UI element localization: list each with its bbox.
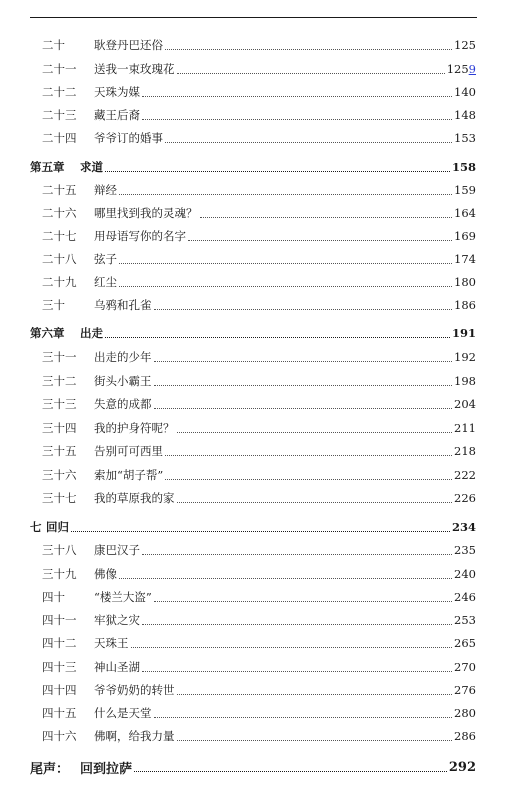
dot-leader <box>177 502 453 503</box>
dot-leader <box>154 309 453 310</box>
toc-title: 牢狱之灾 <box>94 613 140 627</box>
toc-page-number: 211 <box>454 421 476 435</box>
toc-number: 三十二 <box>42 374 77 388</box>
dot-leader <box>154 601 452 602</box>
toc-label <box>42 728 175 744</box>
toc-page-container <box>454 590 476 604</box>
toc-entry[interactable] <box>30 657 476 677</box>
toc-entry[interactable] <box>30 180 476 200</box>
toc-page-container <box>454 636 476 650</box>
toc-page-container <box>454 683 476 697</box>
toc-page-number: 191 <box>451 326 476 340</box>
toc-entry[interactable] <box>30 226 476 246</box>
toc-page-number: 153 <box>454 131 476 145</box>
toc-page-number: 253 <box>454 613 476 627</box>
toc-page-container <box>454 706 476 720</box>
toc-title: 告别可可西里 <box>94 444 163 458</box>
dot-leader <box>154 361 453 362</box>
toc-number: 四十四 <box>42 683 77 697</box>
toc-number: 二十三 <box>42 108 77 122</box>
dot-leader <box>165 142 452 143</box>
toc-number: 七 <box>30 520 42 534</box>
dot-leader <box>188 240 452 241</box>
toc-number: 二十五 <box>42 183 77 197</box>
dot-leader <box>165 479 452 480</box>
toc-entry[interactable] <box>30 726 476 746</box>
toc-label <box>42 682 175 698</box>
dot-leader <box>200 217 453 218</box>
toc-page-number: 218 <box>454 444 476 458</box>
toc-label <box>42 251 117 267</box>
toc-chapter[interactable] <box>30 757 476 777</box>
toc-entry[interactable] <box>30 610 476 630</box>
toc-page-container <box>454 85 476 99</box>
toc-label <box>42 274 117 290</box>
toc-label <box>42 349 152 365</box>
toc-entry[interactable] <box>30 633 476 653</box>
toc-page-number: 148 <box>454 108 476 122</box>
toc-page-number: 226 <box>454 491 476 505</box>
dot-leader <box>165 455 452 456</box>
toc-chapter[interactable] <box>30 517 476 537</box>
toc-page-container <box>454 567 476 581</box>
toc-entry[interactable] <box>30 418 476 438</box>
toc-title: 我的护身符呢？ <box>94 421 175 435</box>
toc-label <box>42 467 163 483</box>
toc-page-container <box>454 613 476 627</box>
toc-number: 第六章 <box>30 326 65 340</box>
toc-label <box>42 420 175 436</box>
toc-number: 三十三 <box>42 397 77 411</box>
toc-title: 佛像 <box>94 567 117 581</box>
toc-label <box>42 635 129 651</box>
toc-page-container <box>452 160 476 174</box>
toc-entry[interactable] <box>30 488 476 508</box>
toc-page-container <box>454 374 476 388</box>
toc-label <box>42 705 152 721</box>
toc-page-container <box>454 468 476 482</box>
dot-leader <box>177 73 445 74</box>
toc-label <box>42 130 163 146</box>
toc-number: 四十六 <box>42 729 77 743</box>
dot-leader <box>119 194 452 195</box>
dot-leader <box>134 771 447 772</box>
toc-page-link-fragment[interactable]: 9 <box>468 62 476 76</box>
toc-number: 二十七 <box>42 229 77 243</box>
dot-leader <box>177 740 453 741</box>
dot-leader <box>131 647 453 648</box>
toc-title: 爷爷奶奶的转世 <box>94 683 175 697</box>
toc-entry[interactable] <box>30 105 476 125</box>
toc-page-container <box>454 298 476 312</box>
toc-page-container <box>454 543 476 557</box>
toc-page-container <box>454 131 476 145</box>
toc-page-container <box>454 421 476 435</box>
toc-label <box>30 159 103 175</box>
toc-page-container <box>454 729 476 743</box>
toc-page-number: 125 <box>446 62 469 76</box>
toc-title: 失意的成都 <box>94 397 152 411</box>
toc-entry[interactable] <box>30 540 476 560</box>
dot-leader <box>71 531 450 532</box>
toc-entry[interactable] <box>30 680 476 700</box>
toc-number: 三十九 <box>42 567 77 581</box>
toc-title: 送我一束玫瑰花 <box>94 62 175 76</box>
toc-title: 求道 <box>80 160 103 174</box>
toc-label <box>42 205 198 221</box>
toc-entry[interactable] <box>30 82 476 102</box>
toc-title: 哪里找到我的灵魂？ <box>94 206 198 220</box>
toc-page-container <box>454 350 476 364</box>
toc-entry[interactable] <box>30 35 476 55</box>
toc-entry[interactable] <box>30 203 476 223</box>
toc-label <box>42 612 140 628</box>
toc-entry[interactable] <box>30 272 476 292</box>
toc-page-number: 292 <box>448 759 476 775</box>
toc-chapter[interactable] <box>30 157 476 177</box>
toc-page-number: 186 <box>454 298 476 312</box>
toc-page-number: 140 <box>454 85 476 99</box>
toc-page-number: 280 <box>454 706 476 720</box>
toc-title: 回到拉萨 <box>80 761 133 777</box>
toc-label <box>42 84 140 100</box>
toc-entry[interactable] <box>30 465 476 485</box>
toc-number: 四十五 <box>42 706 77 720</box>
toc-page-number: 270 <box>454 660 476 674</box>
toc-title: 回归 <box>46 520 69 534</box>
toc-title: 佛啊，给我力量 <box>94 729 175 743</box>
toc-entry[interactable] <box>30 394 476 414</box>
toc-number: 第五章 <box>30 160 65 174</box>
dot-leader <box>154 717 453 718</box>
toc-title: 出走的少年 <box>94 350 152 364</box>
toc-title: 爷爷订的婚事 <box>94 131 163 145</box>
toc-title: 索加“胡子帮” <box>94 468 164 482</box>
toc-title: “楼兰大盗” <box>94 590 152 604</box>
toc-number: 二十九 <box>42 275 77 289</box>
dot-leader <box>119 578 452 579</box>
toc-title: 出走 <box>80 326 103 340</box>
toc-page-container <box>454 275 476 289</box>
toc-title: 用母语写你的名字 <box>94 229 186 243</box>
dot-leader <box>119 286 452 287</box>
toc-number: 二十四 <box>42 131 77 145</box>
toc-title: 天珠为媒 <box>94 85 140 99</box>
toc-label <box>42 182 117 198</box>
toc-page-container <box>454 108 476 122</box>
toc-page-container <box>454 491 476 505</box>
toc-label <box>42 490 175 506</box>
toc-entry[interactable] <box>30 128 476 148</box>
toc-entry[interactable] <box>30 295 476 315</box>
toc-page-container <box>454 397 476 411</box>
toc-page-container <box>454 444 476 458</box>
toc-number: 三十七 <box>42 491 77 505</box>
toc-page-number: 169 <box>454 229 476 243</box>
toc-page-container <box>454 229 476 243</box>
toc-page-container <box>449 760 476 775</box>
toc-title: 红尘 <box>94 275 117 289</box>
toc-label <box>42 373 152 389</box>
toc-title: 我的草原我的家 <box>94 491 175 505</box>
toc-number: 四十 <box>42 590 65 604</box>
toc-number: 三十八 <box>42 543 77 557</box>
toc-chapter[interactable] <box>30 323 476 343</box>
toc-page-container <box>452 520 476 534</box>
toc-title: 康巴汉子 <box>94 543 140 557</box>
dot-leader <box>105 171 450 172</box>
dot-leader <box>119 263 452 264</box>
toc-title: 耿登丹巴还俗 <box>94 38 163 52</box>
toc-label <box>42 659 140 675</box>
toc-label <box>42 542 140 558</box>
dot-leader <box>142 119 452 120</box>
dot-leader <box>154 385 453 386</box>
dot-leader <box>142 671 452 672</box>
toc-label <box>42 107 140 123</box>
dot-leader <box>142 96 452 97</box>
dot-leader <box>142 554 452 555</box>
toc-page-number: 286 <box>454 729 476 743</box>
toc-number: 二十二 <box>42 85 77 99</box>
toc-title: 天珠王 <box>94 636 129 650</box>
toc-entry[interactable] <box>30 564 476 584</box>
dot-leader <box>177 694 453 695</box>
toc-entry[interactable] <box>30 59 476 79</box>
dot-leader <box>154 408 453 409</box>
toc-label <box>42 589 152 605</box>
toc-page-number: 246 <box>454 590 476 604</box>
toc-page-number: 164 <box>454 206 476 220</box>
toc-page-number: 234 <box>451 520 476 534</box>
toc-title: 乌鸦和孔雀 <box>94 298 152 312</box>
toc-page-container <box>454 252 476 266</box>
toc-title: 街头小霸王 <box>94 374 152 388</box>
toc-number: 三十 <box>42 298 65 312</box>
toc-entry[interactable] <box>30 249 476 269</box>
dot-leader <box>177 432 453 433</box>
toc-page-container <box>454 660 476 674</box>
toc-page-number: 240 <box>454 567 476 581</box>
toc-number: 二十八 <box>42 252 77 266</box>
toc-label <box>42 61 175 77</box>
toc-page-number: 174 <box>454 252 476 266</box>
toc-page-number: 265 <box>454 636 476 650</box>
toc-label <box>30 325 103 341</box>
toc-page-number: 276 <box>454 683 476 697</box>
toc-label <box>42 566 117 582</box>
toc-number: 三十一 <box>42 350 77 364</box>
toc-entry[interactable] <box>30 371 476 391</box>
toc-page-number: 180 <box>454 275 476 289</box>
dot-leader <box>142 624 452 625</box>
toc-label <box>42 37 163 53</box>
toc-number: 四十一 <box>42 613 77 627</box>
toc-page-number: 159 <box>454 183 476 197</box>
toc-number: 二十六 <box>42 206 77 220</box>
toc-title: 辩经 <box>94 183 117 197</box>
toc-title: 弦子 <box>94 252 117 266</box>
toc-page-container <box>454 206 476 220</box>
toc-label <box>42 443 163 459</box>
dot-leader <box>105 337 450 338</box>
toc-number: 三十六 <box>42 468 77 482</box>
toc-number: 二十一 <box>42 62 77 76</box>
toc-entry[interactable] <box>30 347 476 367</box>
toc-title: 藏王后裔 <box>94 108 140 122</box>
toc-number: 四十二 <box>42 636 77 650</box>
toc-label <box>30 519 69 535</box>
toc-page-number: 125 <box>454 38 476 52</box>
toc-page-number: 204 <box>454 397 476 411</box>
toc-page-number: 198 <box>454 374 476 388</box>
dot-leader <box>165 49 452 50</box>
toc-number: 二十 <box>42 38 65 52</box>
toc-label <box>42 396 152 412</box>
toc-page-container <box>454 183 476 197</box>
toc-label <box>42 297 152 313</box>
toc-entry[interactable] <box>30 703 476 723</box>
toc-page-container <box>452 326 476 340</box>
toc-number: 四十三 <box>42 660 77 674</box>
toc-page-number: 192 <box>454 350 476 364</box>
toc-page-number: 222 <box>454 468 476 482</box>
toc-label <box>30 758 132 777</box>
toc-number: 尾声： <box>30 761 70 777</box>
toc-number: 三十四 <box>42 421 77 435</box>
toc-title: 神山圣湖 <box>94 660 140 674</box>
toc-entry[interactable] <box>30 587 476 607</box>
toc-number: 三十五 <box>42 444 77 458</box>
toc-page-container <box>447 62 476 76</box>
toc-page-number: 235 <box>454 543 476 557</box>
toc-label <box>42 228 186 244</box>
toc-page-container <box>454 38 476 52</box>
toc-title: 什么是天堂 <box>94 706 152 720</box>
toc-page-number: 158 <box>451 160 476 174</box>
toc-entry[interactable] <box>30 441 476 461</box>
